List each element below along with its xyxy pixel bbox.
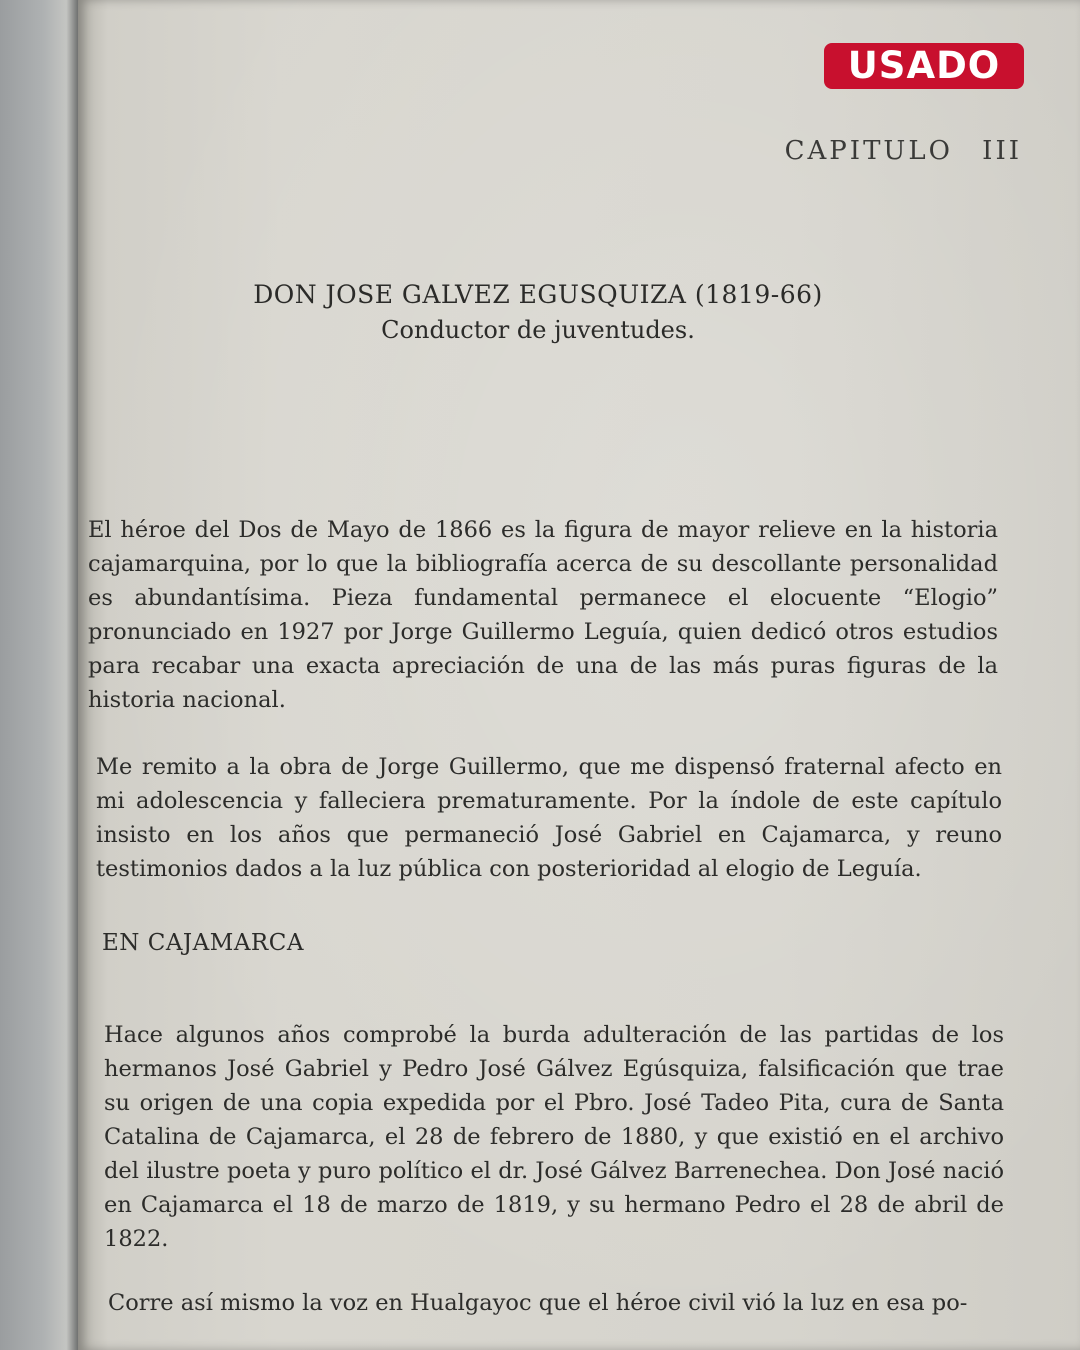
chapter-heading: CAPITULO III (784, 136, 1022, 166)
paragraph-partidas: Hace algunos años comprobé la burda adulteración de las partidas de los hermanos José Gabriel y Pedro José Gálvez Egúsquiza, falsificación que trae su origen de una copia expedida por el Pbro. José Tadeo Pita, cura de Santa Catalina de Cajamarca, el 28 de febrero de 1880, y que existió en el archivo del ilustre poeta y puro político el dr. José Gálvez Barrenechea. Don José nació en Cajamarca el 18 de marzo de 1819, y su hermano Pedro el 28 de abril de 1822. (104, 1021, 1004, 1252)
section-heading: EN CAJAMARCA (102, 930, 304, 956)
book-page (78, 0, 1080, 1350)
paragraph-hualgayoc: Corre así mismo la voz en Hualgayoc que el héroe civil vió la luz en esa po- (108, 1289, 968, 1316)
paragraph-remito: Me remito a la obra de Jorge Guillermo, que me dispensó fraternal afecto en mi adolescencia y falleciera prematuramente. Por la índole de este capítulo insisto en los años que permaneció José Gabriel en Cajamarca, y reuno testimonios dados a la luz pública con posterioridad al elogio de Leguía. (96, 753, 1002, 882)
page-subtitle: Conductor de juventudes. (381, 316, 695, 344)
used-badge: USADO (824, 43, 1024, 89)
page-gutter (0, 0, 78, 1350)
page-title: DON JOSE GALVEZ EGUSQUIZA (1819-66) (253, 280, 823, 309)
paragraph-intro: El héroe del Dos de Mayo de 1866 es la figura de mayor relieve en la historia cajamarquina, por lo que la bibliografía acerca de su descollante personalidad es abundantísima. Pieza fundamental permanece el elocuente “Elogio” pronunciado en 1927 por Jorge Guillermo Leguía, quien dedicó otros estudios para recabar una exacta apreciación de una de las más puras figuras de la historia nacional. (88, 516, 998, 713)
